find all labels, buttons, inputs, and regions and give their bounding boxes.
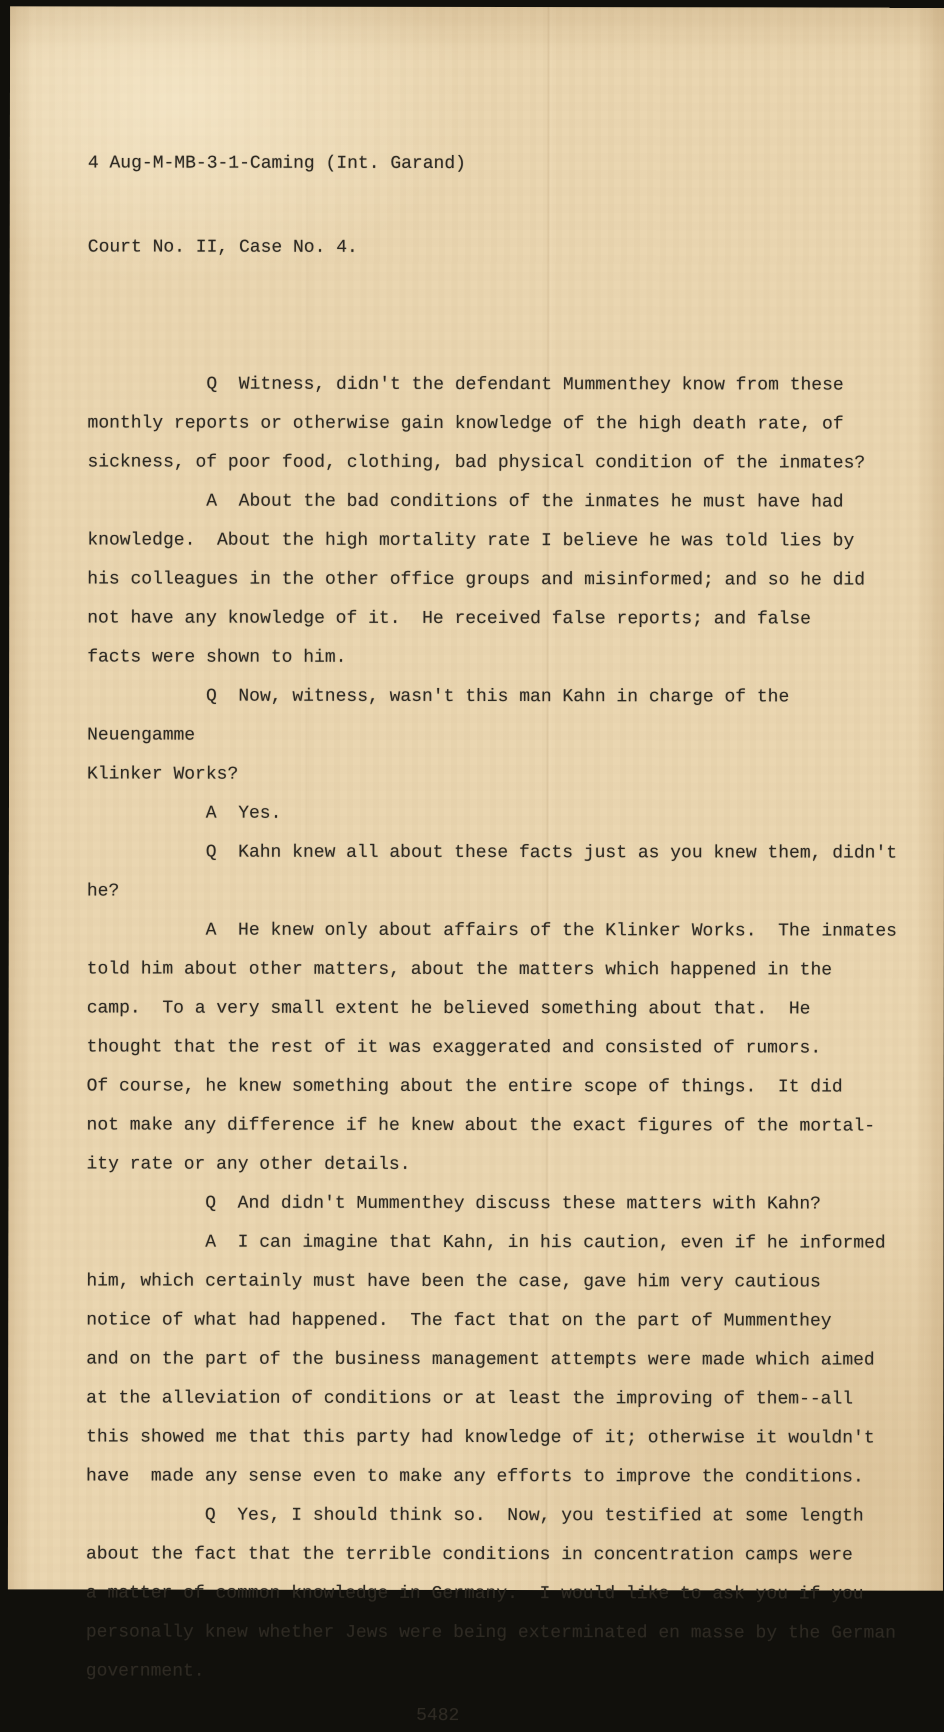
transcript-paragraph-q: Q And didn't Mummenthey discuss these matters with Kahn?: [86, 1193, 821, 1215]
transcript-paragraph-q: Q Kahn knew all about these facts just as you knew them, didn't he?: [86, 842, 898, 902]
transcript-paragraph-a: A He knew only about affairs of the Klinker Works. The inmates told him about other matters, about the matters which happened in the camp. To a very small extent he believed something about that. He thought that the rest of it was exaggerated and consisted of rumors. Of course, he knew something about the entire scope of things. It did not make any difference if he knew about the exact figures of the mortal- ity rate or any other details.: [86, 920, 897, 1175]
transcript-paragraph-a: A I can imagine that Kahn, in his caution, even if he informed him, which certainly must have been the case, gave him very cautious notice of what had happened. The fact that on the part of Mummenthey and on the part of the business management attempts were made which aimed at the alleviation of conditions or at least the improving of them--all this showed me that this party had knowledge of it; otherwise it wouldn't have made any sense even to make any efforts to improve the conditions.: [86, 1232, 886, 1488]
document-header: [88, 93, 944, 318]
transcript-paragraph-q: Q Yes, I should think so. Now, you testified at some length about the fact that the terrible conditions in concentration camps were a matter of common knowledge in Germany. I would like to ask you if you personally knew whether Jews were being exterminated en masse by the German government.: [85, 1505, 896, 1682]
transcript-paragraph-q: Q Now, witness, wasn't this man Kahn in charge of the Neuengamme Klinker Works?: [87, 686, 801, 785]
transcript-paragraph-q: Q Witness, didn't the defendant Mummenthey know from these monthly reports or otherwise gain knowledge of the high death rate, of sickness, of poor food, clothing, bad physical condition of the inmates?: [87, 374, 866, 474]
page-number: 5482: [416, 1705, 460, 1726]
header-line-dictation: 4 Aug-M-MB-3-1-Caming (Int. Garand): [87, 153, 466, 174]
header-line-court-case: Court No. II, Case No. 4.: [87, 237, 358, 258]
transcript-paragraph-a: A Yes.: [86, 803, 282, 824]
paper-sheet: [8, 6, 944, 1726]
transcript-body: [86, 365, 900, 1692]
transcript-paragraph-a: A About the bad conditions of the inmates he must have had knowledge. About the high mortality rate I believe he was told lies by his colleagues in the other office groups and misinformed; and so he did not have any knowledge of it. He received false reports; and false facts were shown to him.: [87, 491, 866, 668]
